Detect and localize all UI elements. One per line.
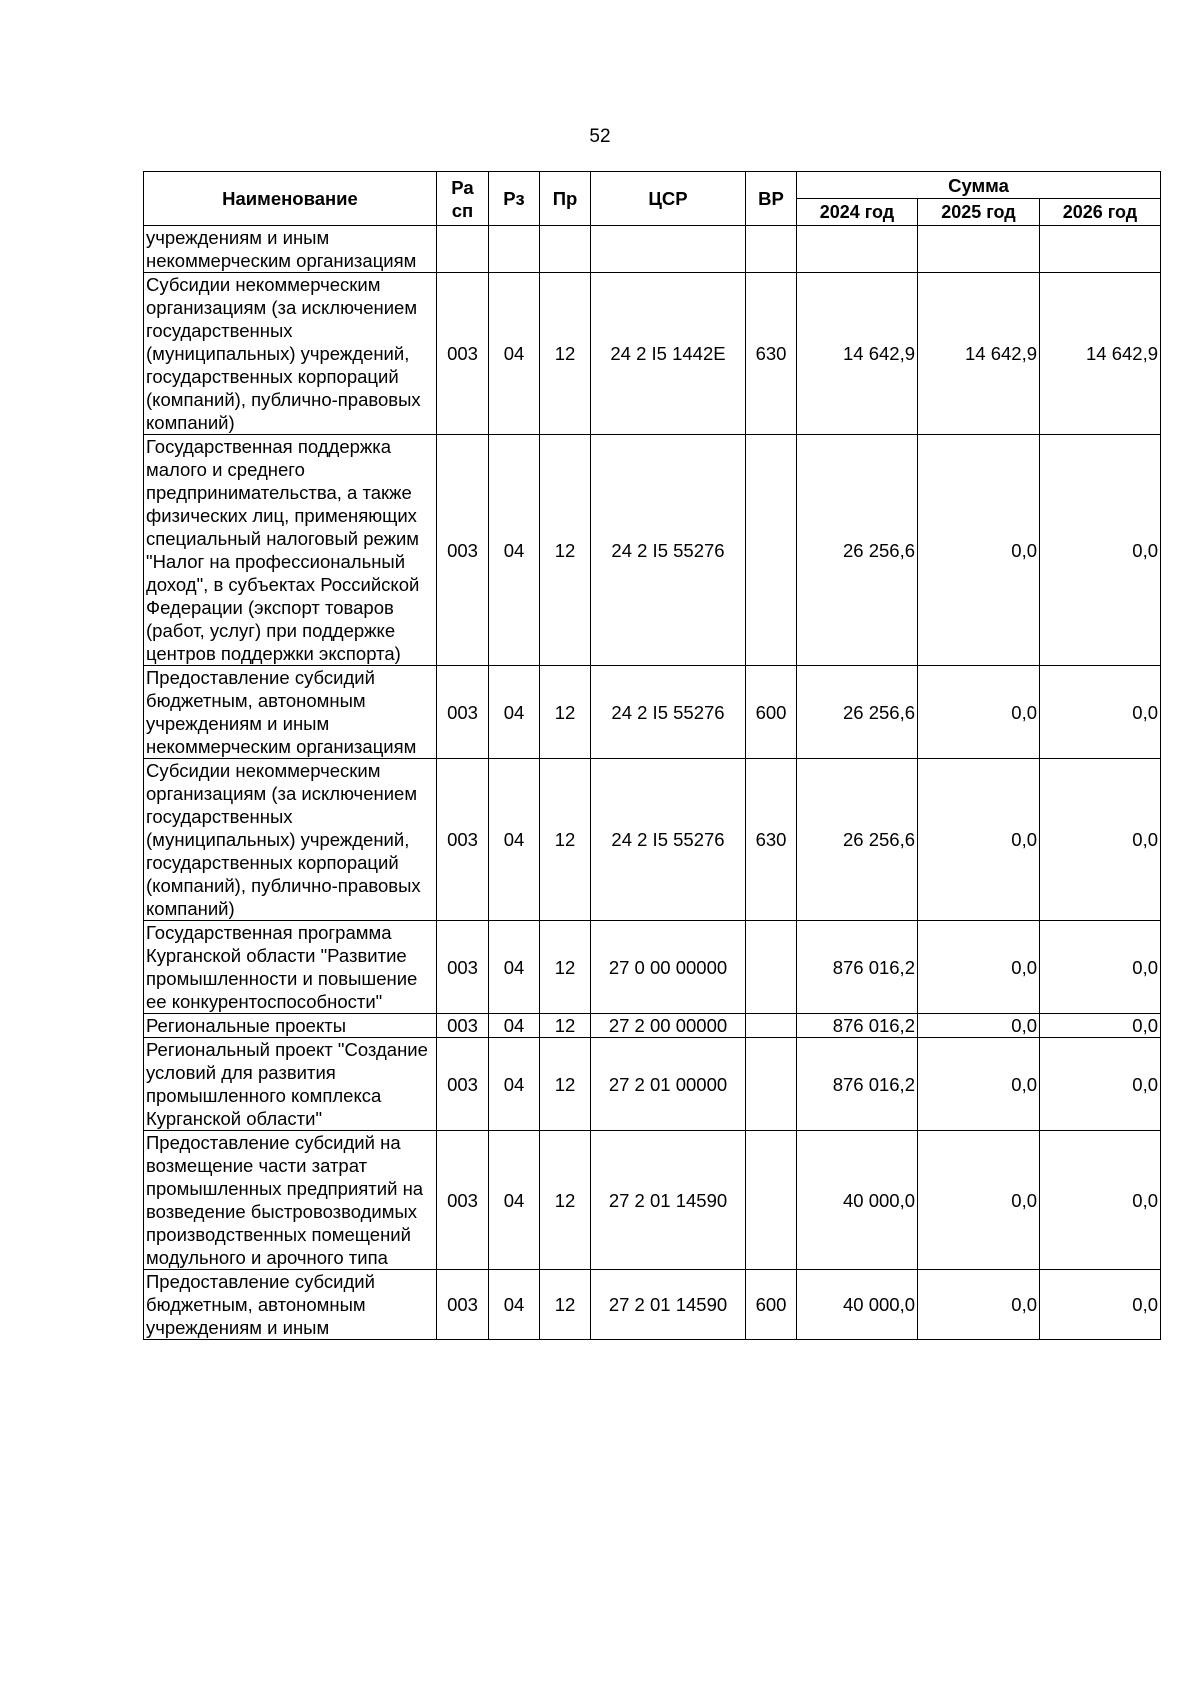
cell-rasp: 003 [437, 759, 489, 921]
cell-csr: 27 2 01 00000 [591, 1038, 746, 1131]
table-header [144, 172, 1161, 226]
cell-rz: 04 [489, 273, 540, 435]
cell-2024: 876 016,2 [797, 921, 918, 1014]
cell-rasp: 003 [437, 435, 489, 666]
cell-rz: 04 [489, 759, 540, 921]
cell-2026 [1040, 226, 1161, 273]
cell-rz: 04 [489, 921, 540, 1014]
cell-csr [591, 226, 746, 273]
cell-2024: 26 256,6 [797, 759, 918, 921]
cell-rz: 04 [489, 435, 540, 666]
cell-csr: 24 2 I5 55276 [591, 666, 746, 759]
table-row [144, 435, 1161, 666]
cell-pr: 12 [540, 1270, 591, 1340]
cell-pr: 12 [540, 1131, 591, 1270]
cell-2024: 14 642,9 [797, 273, 918, 435]
cell-2026: 0,0 [1040, 1270, 1161, 1340]
cell-2025: 0,0 [918, 1014, 1040, 1038]
cell-2026: 0,0 [1040, 666, 1161, 759]
cell-vr [746, 226, 797, 273]
header-year-2024: 2024 год [797, 199, 918, 226]
table-row [144, 273, 1161, 435]
cell-2026: 0,0 [1040, 759, 1161, 921]
cell-rz: 04 [489, 1131, 540, 1270]
header-vr: ВР [746, 172, 797, 226]
cell-rz: 04 [489, 1038, 540, 1131]
cell-pr: 12 [540, 759, 591, 921]
cell-2025: 14 642,9 [918, 273, 1040, 435]
cell-2024: 876 016,2 [797, 1038, 918, 1131]
cell-2025: 0,0 [918, 1038, 1040, 1131]
cell-csr: 24 2 I5 1442E [591, 273, 746, 435]
cell-2024: 40 000,0 [797, 1270, 918, 1340]
table-row [144, 921, 1161, 1014]
cell-vr: 600 [746, 666, 797, 759]
cell-name: Субсидии некоммерческим организациям (за исключением государственных (муниципальных) учреждений, государственных корпораций (компаний), публично-правовых компаний) [144, 273, 437, 435]
cell-name: Региональные проекты [144, 1014, 437, 1038]
cell-2025: 0,0 [918, 1131, 1040, 1270]
table-row [144, 1014, 1161, 1038]
cell-rz: 04 [489, 666, 540, 759]
cell-csr: 24 2 I5 55276 [591, 759, 746, 921]
cell-rz: 04 [489, 1270, 540, 1340]
header-pr: Пр [540, 172, 591, 226]
cell-2026: 0,0 [1040, 921, 1161, 1014]
cell-2025: 0,0 [918, 921, 1040, 1014]
cell-2024 [797, 226, 918, 273]
cell-pr [540, 226, 591, 273]
cell-rasp: 003 [437, 666, 489, 759]
cell-2025: 0,0 [918, 759, 1040, 921]
cell-name: учреждениям и иным некоммерческим организациям [144, 226, 437, 273]
cell-pr: 12 [540, 1038, 591, 1131]
cell-name: Предоставление субсидий бюджетным, автономным учреждениям и иным некоммерческим организациям [144, 666, 437, 759]
cell-pr: 12 [540, 1014, 591, 1038]
cell-pr: 12 [540, 435, 591, 666]
header-name: Наименование [144, 172, 437, 226]
header-year-2026: 2026 год [1040, 199, 1161, 226]
cell-2024: 26 256,6 [797, 666, 918, 759]
cell-vr: 630 [746, 273, 797, 435]
header-sum: Сумма [797, 172, 1161, 199]
cell-2025: 0,0 [918, 666, 1040, 759]
cell-csr: 27 2 01 14590 [591, 1131, 746, 1270]
cell-rasp: 003 [437, 1131, 489, 1270]
table-row [144, 1270, 1161, 1340]
cell-name: Региональный проект "Создание условий для развития промышленного комплекса Курганской области" [144, 1038, 437, 1131]
table-row [144, 226, 1161, 273]
cell-rasp: 003 [437, 273, 489, 435]
cell-rasp: 003 [437, 1038, 489, 1131]
cell-rasp: 003 [437, 1014, 489, 1038]
cell-name: Государственная программа Курганской области "Развитие промышленности и повышение ее конкурентоспособности" [144, 921, 437, 1014]
cell-vr: 600 [746, 1270, 797, 1340]
header-rasp: Ра сп [437, 172, 489, 226]
header-rz: Рз [489, 172, 540, 226]
cell-vr [746, 1131, 797, 1270]
cell-2024: 876 016,2 [797, 1014, 918, 1038]
cell-vr [746, 921, 797, 1014]
cell-2026: 0,0 [1040, 435, 1161, 666]
cell-2026: 0,0 [1040, 1014, 1161, 1038]
table-row [144, 1131, 1161, 1270]
cell-pr: 12 [540, 921, 591, 1014]
budget-table [143, 171, 1161, 1340]
cell-2026: 0,0 [1040, 1038, 1161, 1131]
cell-csr: 24 2 I5 55276 [591, 435, 746, 666]
cell-name: Предоставление субсидий бюджетным, автономным учреждениям и иным [144, 1270, 437, 1340]
table-row [144, 759, 1161, 921]
cell-2024: 40 000,0 [797, 1131, 918, 1270]
header-year-2025: 2025 год [918, 199, 1040, 226]
cell-2025 [918, 226, 1040, 273]
cell-csr: 27 2 00 00000 [591, 1014, 746, 1038]
cell-2025: 0,0 [918, 435, 1040, 666]
cell-csr: 27 0 00 00000 [591, 921, 746, 1014]
cell-2026: 14 642,9 [1040, 273, 1161, 435]
cell-vr [746, 1038, 797, 1131]
cell-name: Государственная поддержка малого и среднего предпринимательства, а также физических лиц, применяющих специальный налоговый режим "Налог на профессиональный доход", в субъектах Российской Федерации (экспорт товаров (работ, услуг) при поддержке центров поддержки экспорта) [144, 435, 437, 666]
table-row [144, 1038, 1161, 1131]
table-row [144, 666, 1161, 759]
cell-rasp [437, 226, 489, 273]
cell-rz: 04 [489, 1014, 540, 1038]
cell-name: Субсидии некоммерческим организациям (за исключением государственных (муниципальных) учреждений, государственных корпораций (компаний), публично-правовых компаний) [144, 759, 437, 921]
cell-rz [489, 226, 540, 273]
cell-csr: 27 2 01 14590 [591, 1270, 746, 1340]
cell-2025: 0,0 [918, 1270, 1040, 1340]
cell-pr: 12 [540, 273, 591, 435]
cell-vr [746, 435, 797, 666]
page-number: 52 [589, 126, 611, 147]
cell-pr: 12 [540, 666, 591, 759]
header-csr: ЦСР [591, 172, 746, 226]
cell-2024: 26 256,6 [797, 435, 918, 666]
cell-rasp: 003 [437, 1270, 489, 1340]
table-body [144, 226, 1161, 1340]
cell-name: Предоставление субсидий на возмещение части затрат промышленных предприятий на возведение быстровозводимых производственных помещений модульного и арочного типа [144, 1131, 437, 1270]
cell-vr [746, 1014, 797, 1038]
cell-vr: 630 [746, 759, 797, 921]
cell-rasp: 003 [437, 921, 489, 1014]
cell-2026: 0,0 [1040, 1131, 1161, 1270]
